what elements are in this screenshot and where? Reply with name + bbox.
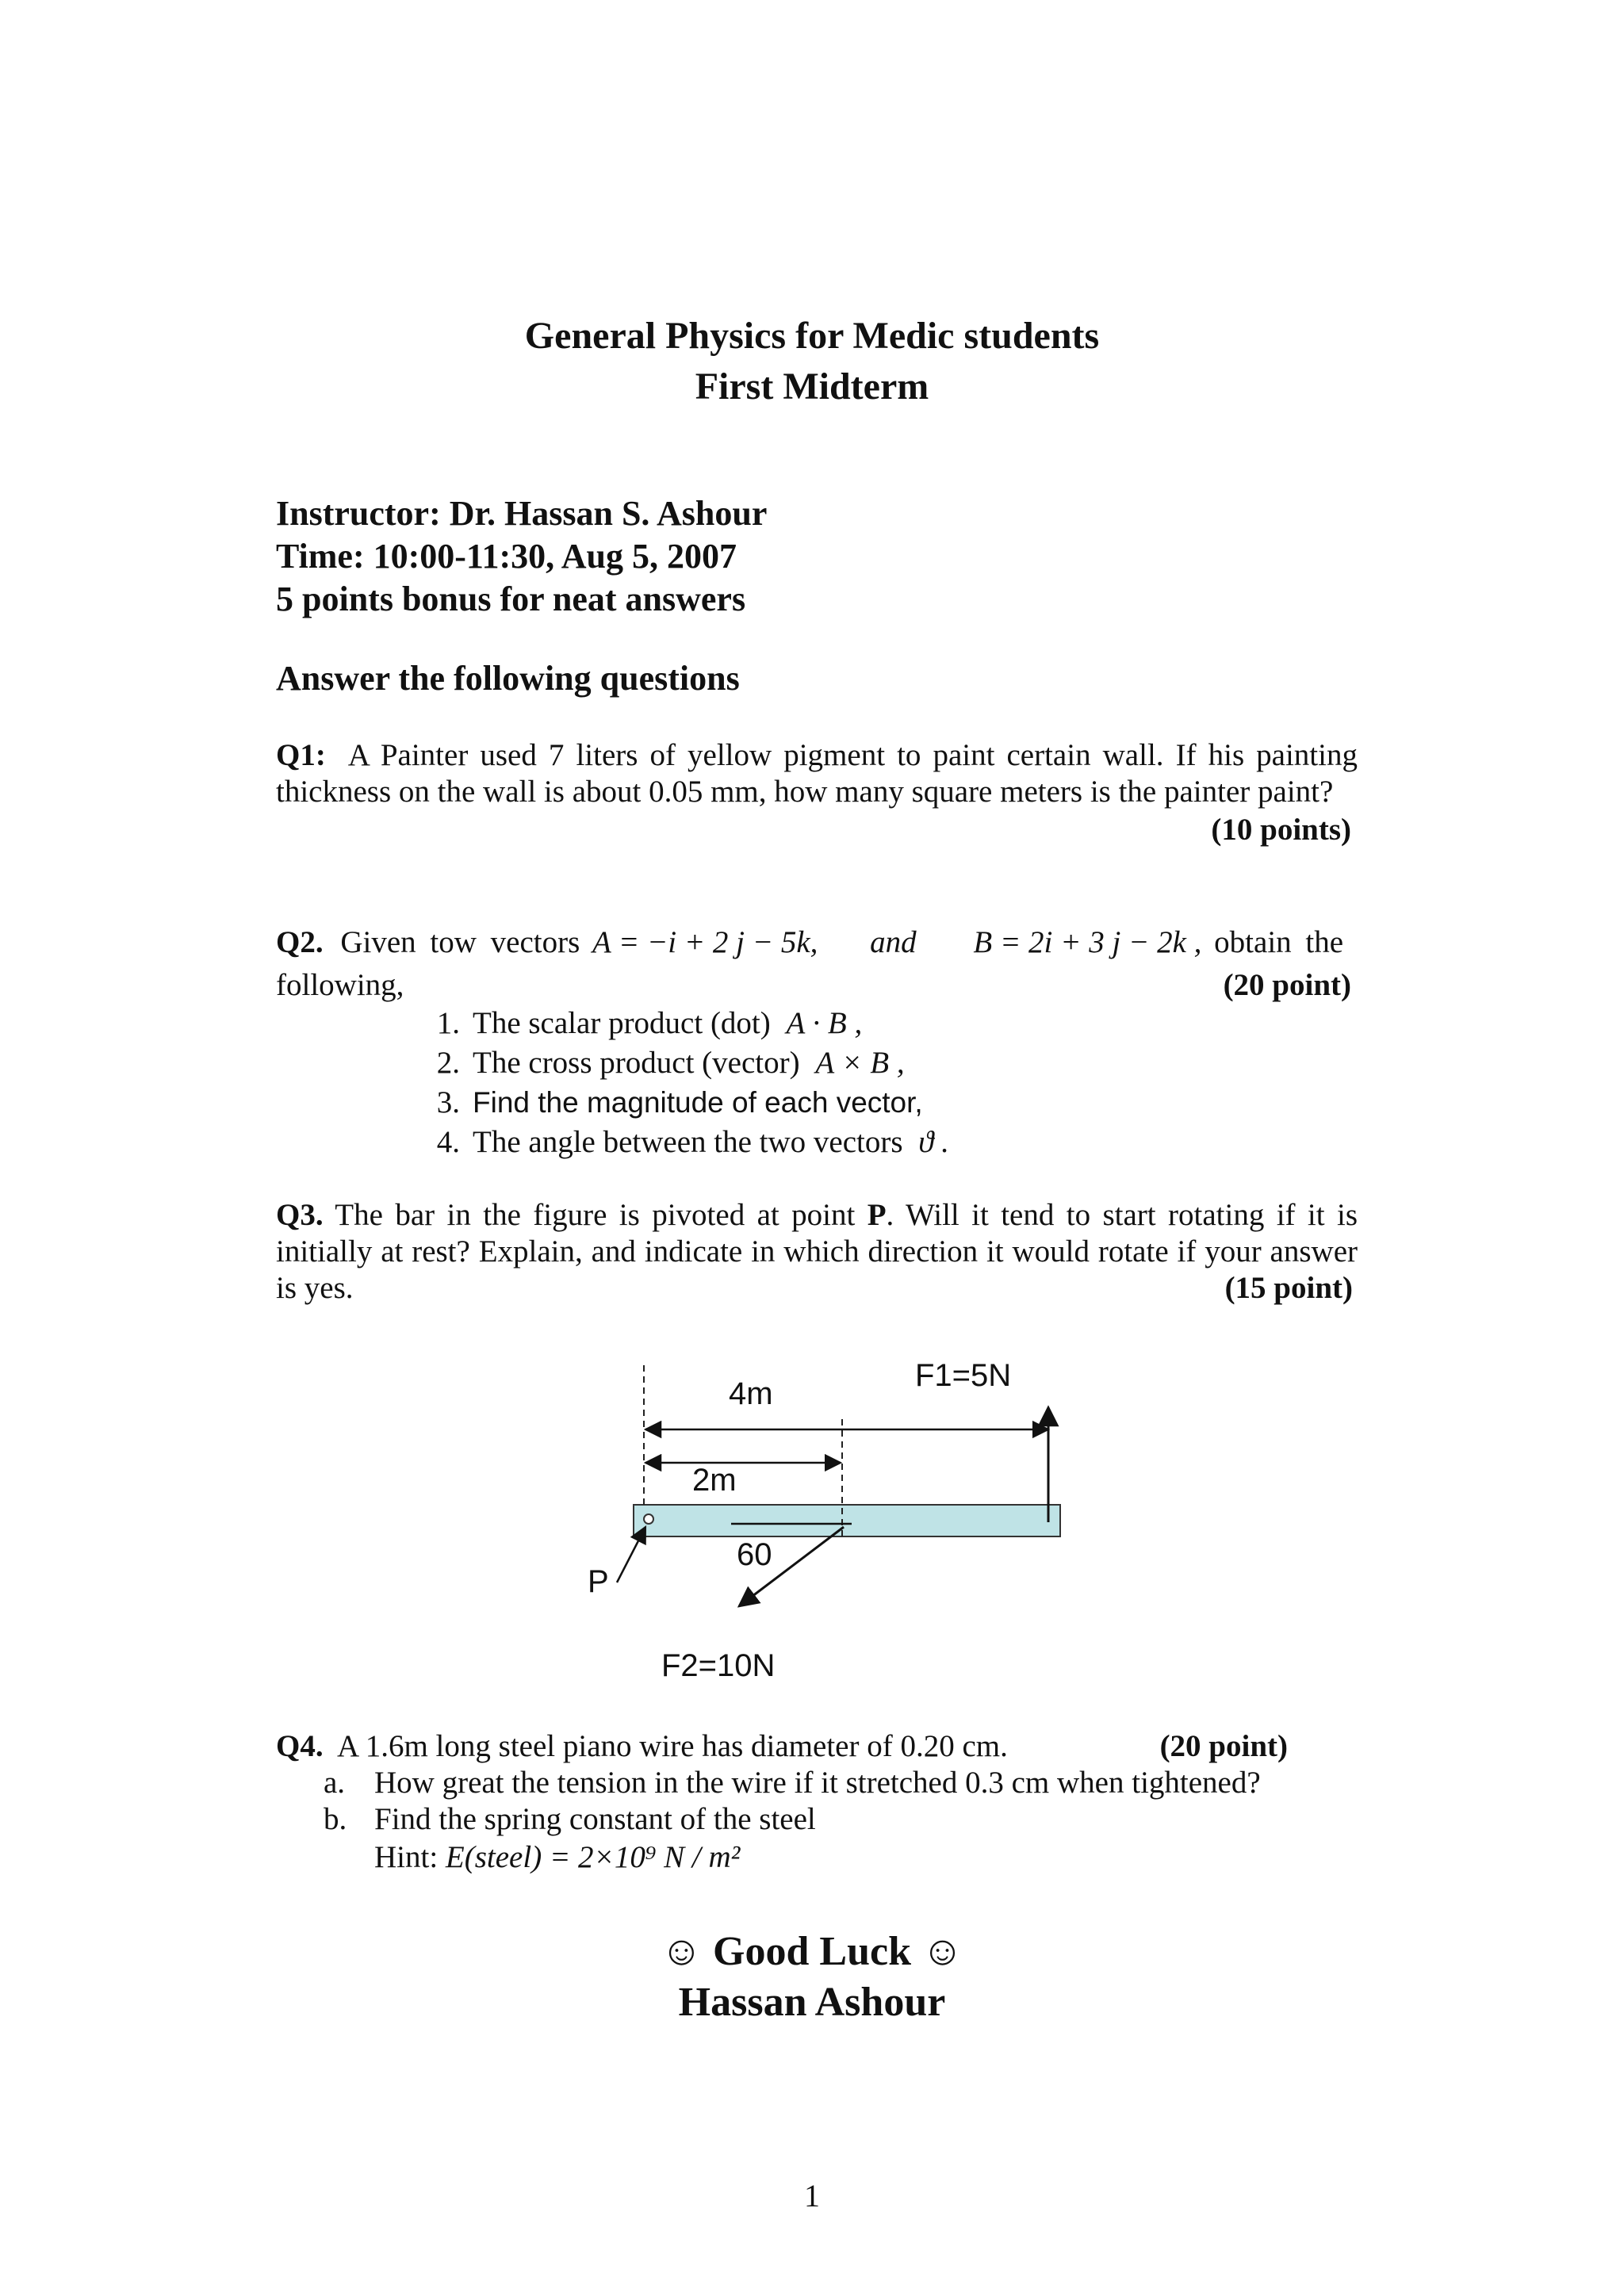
q2-and: and — [870, 925, 917, 959]
instructor-line: Instructor: Dr. Hassan S. Ashour — [276, 494, 768, 533]
label-angle-60: 60 — [737, 1537, 772, 1572]
q2-item: 3. Find the magnitude of each vector, — [436, 1085, 923, 1119]
label-f1: F1=5N — [915, 1358, 1012, 1393]
q4-hint: Hint: E(steel) = 2×10⁹ N / m² — [374, 1840, 741, 1874]
q2-item: 2. The cross product (vector) A × B , — [436, 1046, 905, 1080]
q2-label: Q2. — [276, 925, 324, 959]
label-pivot-p: P — [588, 1564, 609, 1599]
q3-points: (15 point) — [1224, 1271, 1353, 1305]
q4-hint-formula: E(steel) = 2×10⁹ N / m² — [445, 1840, 741, 1874]
label-f2: F2=10N — [661, 1648, 776, 1683]
q2-points: (20 point) — [1223, 968, 1351, 1002]
q4-line — [276, 1728, 1008, 1765]
pivoted-bar — [634, 1505, 1060, 1536]
q1-points: (10 points) — [1211, 813, 1351, 847]
q3-label: Q3. — [276, 1198, 324, 1232]
q4-points: (20 point) — [1159, 1729, 1288, 1763]
q4-label: Q4. — [276, 1729, 324, 1763]
q2-vector-b: B = 2i + 3 j − 2k , — [973, 925, 1202, 959]
q2-item: 1. The scalar product (dot) A · B , — [436, 1006, 863, 1040]
signature: Hassan Ashour — [678, 1980, 946, 2025]
q2-item: 4. The angle between the two vectors ϑ . — [436, 1125, 949, 1159]
exam-title: First Midterm — [695, 365, 929, 408]
instruction-heading: Answer the following questions — [276, 659, 740, 698]
page-number: 1 — [804, 2178, 820, 2214]
q2-obtain: obtain the — [1214, 925, 1344, 959]
q1-text: A Painter used 7 liters of yellow pigment to paint certain wall. If his painting thickness on the wall is about 0.05 mm, how many square meters is the painter paint? — [276, 738, 1358, 809]
good-luck: ☺ Good Luck ☺ — [660, 1929, 964, 1974]
pivot-pointer — [617, 1527, 645, 1582]
pivot-point — [644, 1514, 653, 1524]
q3-paragraph: Q3. The bar in the figure is pivoted at point P. Will it tend to start rotating if it is initially at rest? Explain, and indicate in which direction it would rotate if your answer is yes. — [276, 1198, 1358, 1305]
q3-point-p: P — [867, 1198, 887, 1232]
q2-intro: Given tow vectors — [340, 925, 580, 959]
q2-vector-a: A = −i + 2 j − 5k, — [592, 925, 818, 959]
q4-item: b. Find the spring constant of the steel — [324, 1802, 816, 1836]
q4-text: A 1.6m long steel piano wire has diameter of 0.20 cm. — [336, 1729, 1008, 1763]
bonus-line: 5 points bonus for neat answers — [276, 580, 746, 618]
label-2m: 2m — [692, 1463, 737, 1498]
course-title: General Physics for Medic students — [524, 315, 1100, 357]
q1-label: Q1: — [276, 738, 326, 772]
label-4m: 4m — [729, 1376, 773, 1411]
q2-following: following, — [276, 968, 404, 1002]
q4-item: a. How great the tension in the wire if it stretched 0.3 cm when tightened? — [324, 1766, 1261, 1800]
time-line: Time: 10:00-11:30, Aug 5, 2007 — [276, 537, 737, 576]
